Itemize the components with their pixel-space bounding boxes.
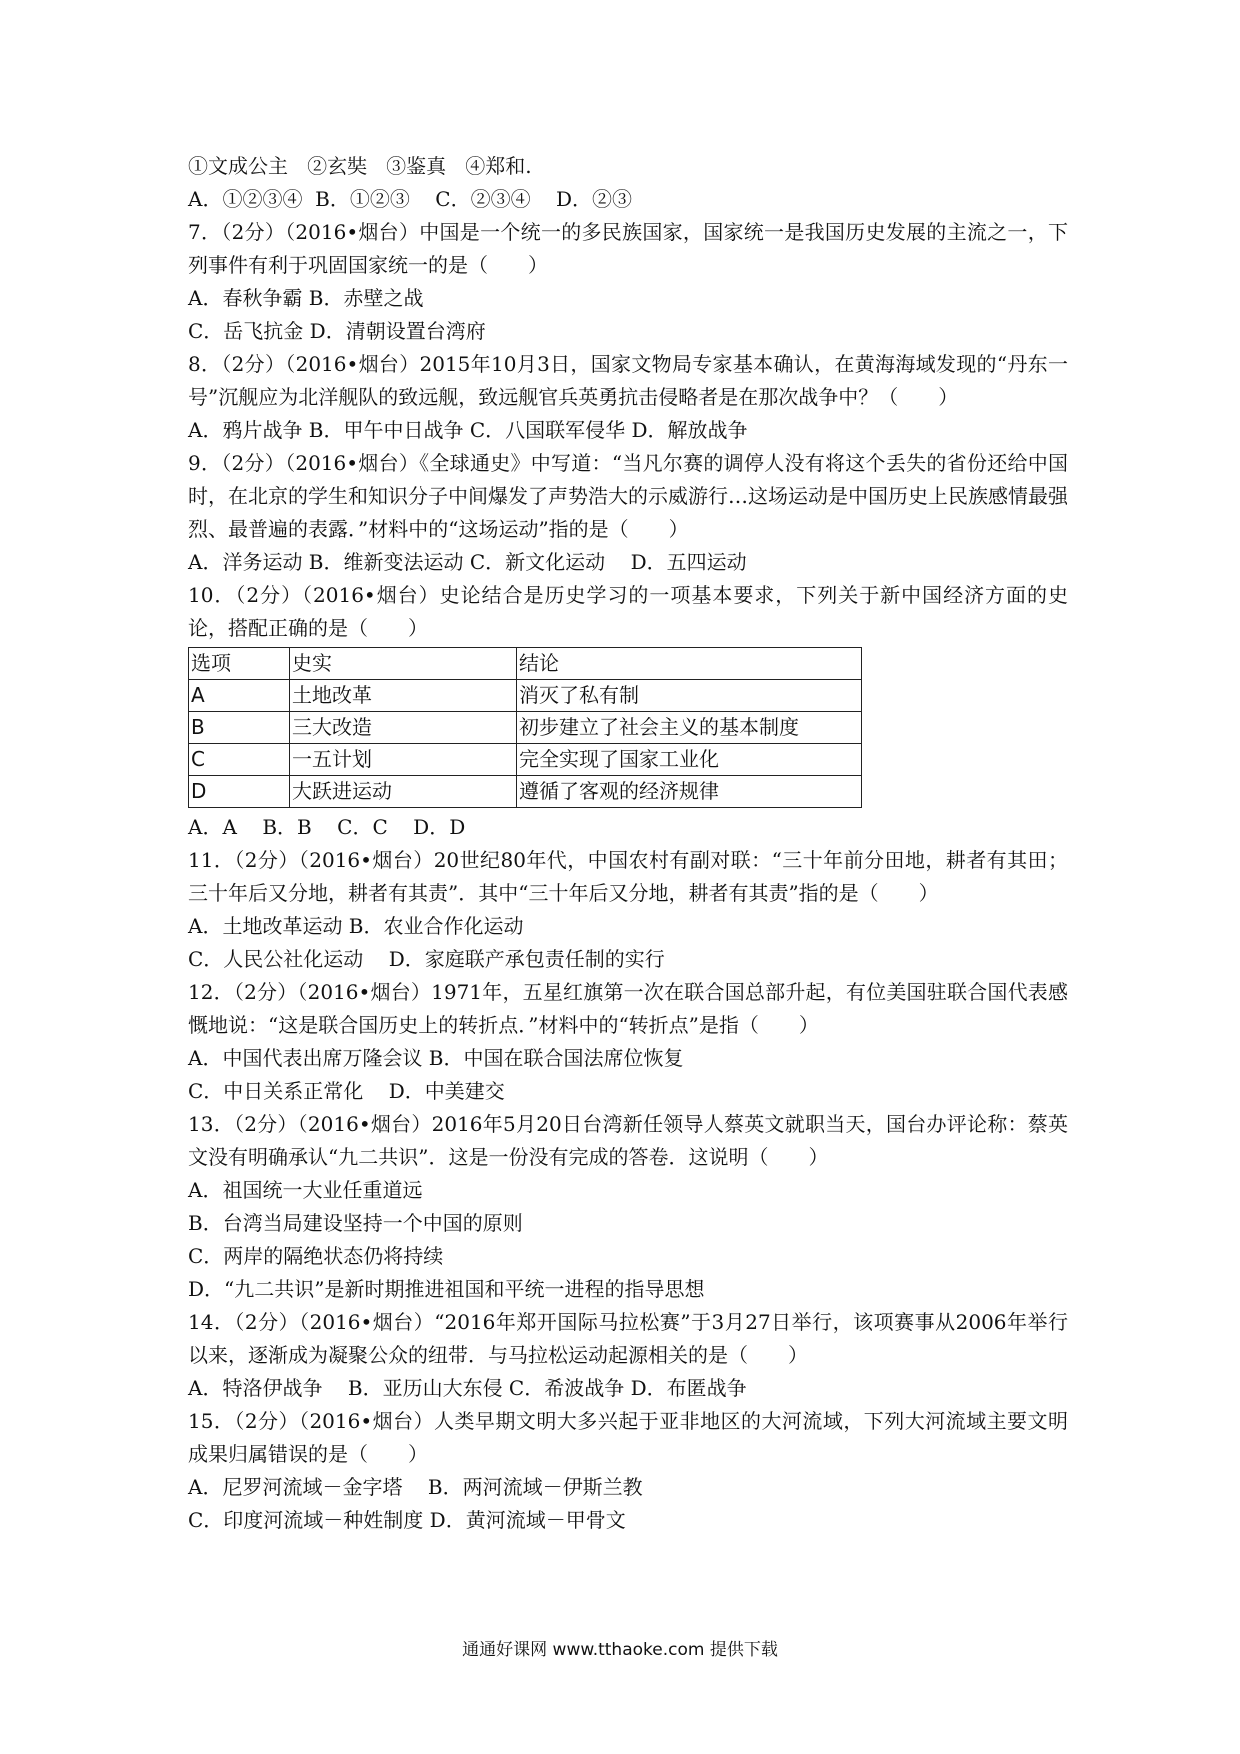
q14-options: A．特洛伊战争 B．亚历山大东侵 C．希波战争 D．布匿战争: [188, 1376, 747, 1400]
q6-options: A．①②③④ B．①②③ C．②③④ D．②③: [188, 187, 633, 211]
table-cell: 三大改造: [290, 712, 517, 744]
table-cell: 完全实现了国家工业化: [517, 744, 862, 776]
q13-stem: 13．（2分）（2016•烟台）2016年5月20日台湾新任领导人蔡英文就职当天，国台办评论称：蔡英文没有明确承认“九二共识”．这是一份没有完成的答卷．这说明（ ）: [188, 1112, 1068, 1169]
q7-stem: 7．（2分）（2016•烟台）中国是一个统一的多民族国家，国家统一是我国历史发展的主流之一，下列事件有利于巩固国家统一的是（ ）: [188, 220, 1068, 277]
table-cell: 一五计划: [290, 744, 517, 776]
exam-page: [188, 150, 1068, 1537]
q8-options: A．鸦片战争 B．甲午中日战争 C．八国联军侵华 D．解放战争: [188, 418, 748, 442]
q13-option-b: B．台湾当局建设坚持一个中国的原则: [188, 1211, 523, 1235]
q15-stem: 15．（2分）（2016•烟台）人类早期文明大多兴起于亚非地区的大河流域，下列大河流域主要文明成果归属错误的是（ ）: [188, 1409, 1068, 1466]
table-cell: A: [189, 680, 290, 712]
q10-stem: 10．（2分）（2016•烟台）史论结合是历史学习的一项基本要求，下列关于新中国经济方面的史论，搭配正确的是（ ）: [188, 583, 1068, 640]
q9-stem: 9．（2分）（2016•烟台）《全球通史》中写道：“当凡尔赛的调停人没有将这个丢失的省份还给中国时，在北京的学生和知识分子中间爆发了声势浩大的示威游行…这场运动是中国历史上民族感情最强烈、最普遍的表露．”材料中的“这场运动”指的是（ ）: [188, 451, 1068, 541]
table-row: [189, 776, 862, 808]
q9-options: A．洋务运动 B．维新变法运动 C．新文化运动 D．五四运动: [188, 550, 747, 574]
q10-options: A．A B．B C．C D．D: [188, 815, 466, 839]
q11-stem: 11．（2分）（2016•烟台）20世纪80年代，中国农村有副对联：“三十年前分田地，耕者有其田；三十年后又分地，耕者有其责”．其中“三十年后又分地，耕者有其责”指的是（ ）: [188, 848, 1068, 905]
table-row: [189, 744, 862, 776]
q8-stem: 8．（2分）（2016•烟台）2015年10月3日，国家文物局专家基本确认，在黄海海域发现的“丹东一号”沉舰应为北洋舰队的致远舰，致远舰官兵英勇抗击侵略者是在那次战争中？（ ）: [188, 352, 1068, 409]
q12-options-cd: C．中日关系正常化 D．中美建交: [188, 1079, 505, 1103]
q13-option-d: D．“九二共识”是新时期推进祖国和平统一进程的指导思想: [188, 1277, 705, 1301]
table-row: [189, 712, 862, 744]
table-cell: 土地改革: [290, 680, 517, 712]
table-cell: C: [189, 744, 290, 776]
q7-options-cd: C．岳飞抗金 D．清朝设置台湾府: [188, 319, 486, 343]
table-header-cell: 史实: [290, 648, 517, 680]
table-cell: D: [189, 776, 290, 808]
q11-options-cd: C．人民公社化运动 D．家庭联产承包责任制的实行: [188, 947, 665, 971]
table-header-row: [189, 648, 862, 680]
q6-items: ①文成公主 ②玄奘 ③鉴真 ④郑和.: [188, 154, 532, 178]
q7-options-ab: A．春秋争霸 B．赤壁之战: [188, 286, 424, 310]
q12-stem: 12．（2分）（2016•烟台）1971年，五星红旗第一次在联合国总部升起，有位美国驻联合国代表感慨地说：“这是联合国历史上的转折点．”材料中的“转折点”是指（ ）: [188, 980, 1068, 1037]
q12-options-ab: A．中国代表出席万隆会议 B．中国在联合国法席位恢复: [188, 1046, 684, 1070]
q11-options-ab: A．土地改革运动 B．农业合作化运动: [188, 914, 524, 938]
table-header-cell: 选项: [189, 648, 290, 680]
table-header-cell: 结论: [517, 648, 862, 680]
table-row: [189, 680, 862, 712]
page-footer: 通通好课网 www.tthaoke.com 提供下载: [462, 1640, 778, 1660]
q13-option-a: A．祖国统一大业任重道远: [188, 1178, 423, 1202]
table-cell: 消灭了私有制: [517, 680, 862, 712]
q15-options-cd: C．印度河流域－种姓制度 D．黄河流域－甲骨文: [188, 1508, 626, 1532]
q14-stem: 14．（2分）（2016•烟台）“2016年郑开国际马拉松赛”于3月27日举行，该项赛事从2006年举行以来，逐渐成为凝聚公众的纽带．与马拉松运动起源相关的是（ ）: [188, 1310, 1068, 1367]
q10-table: [188, 647, 862, 808]
table-cell: 大跃进运动: [290, 776, 517, 808]
table-cell: 初步建立了社会主义的基本制度: [517, 712, 862, 744]
q13-option-c: C．两岸的隔绝状态仍将持续: [188, 1244, 444, 1268]
table-cell: B: [189, 712, 290, 744]
table-cell: 遵循了客观的经济规律: [517, 776, 862, 808]
q15-options-ab: A．尼罗河流域－金字塔 B．两河流域－伊斯兰教: [188, 1475, 643, 1499]
